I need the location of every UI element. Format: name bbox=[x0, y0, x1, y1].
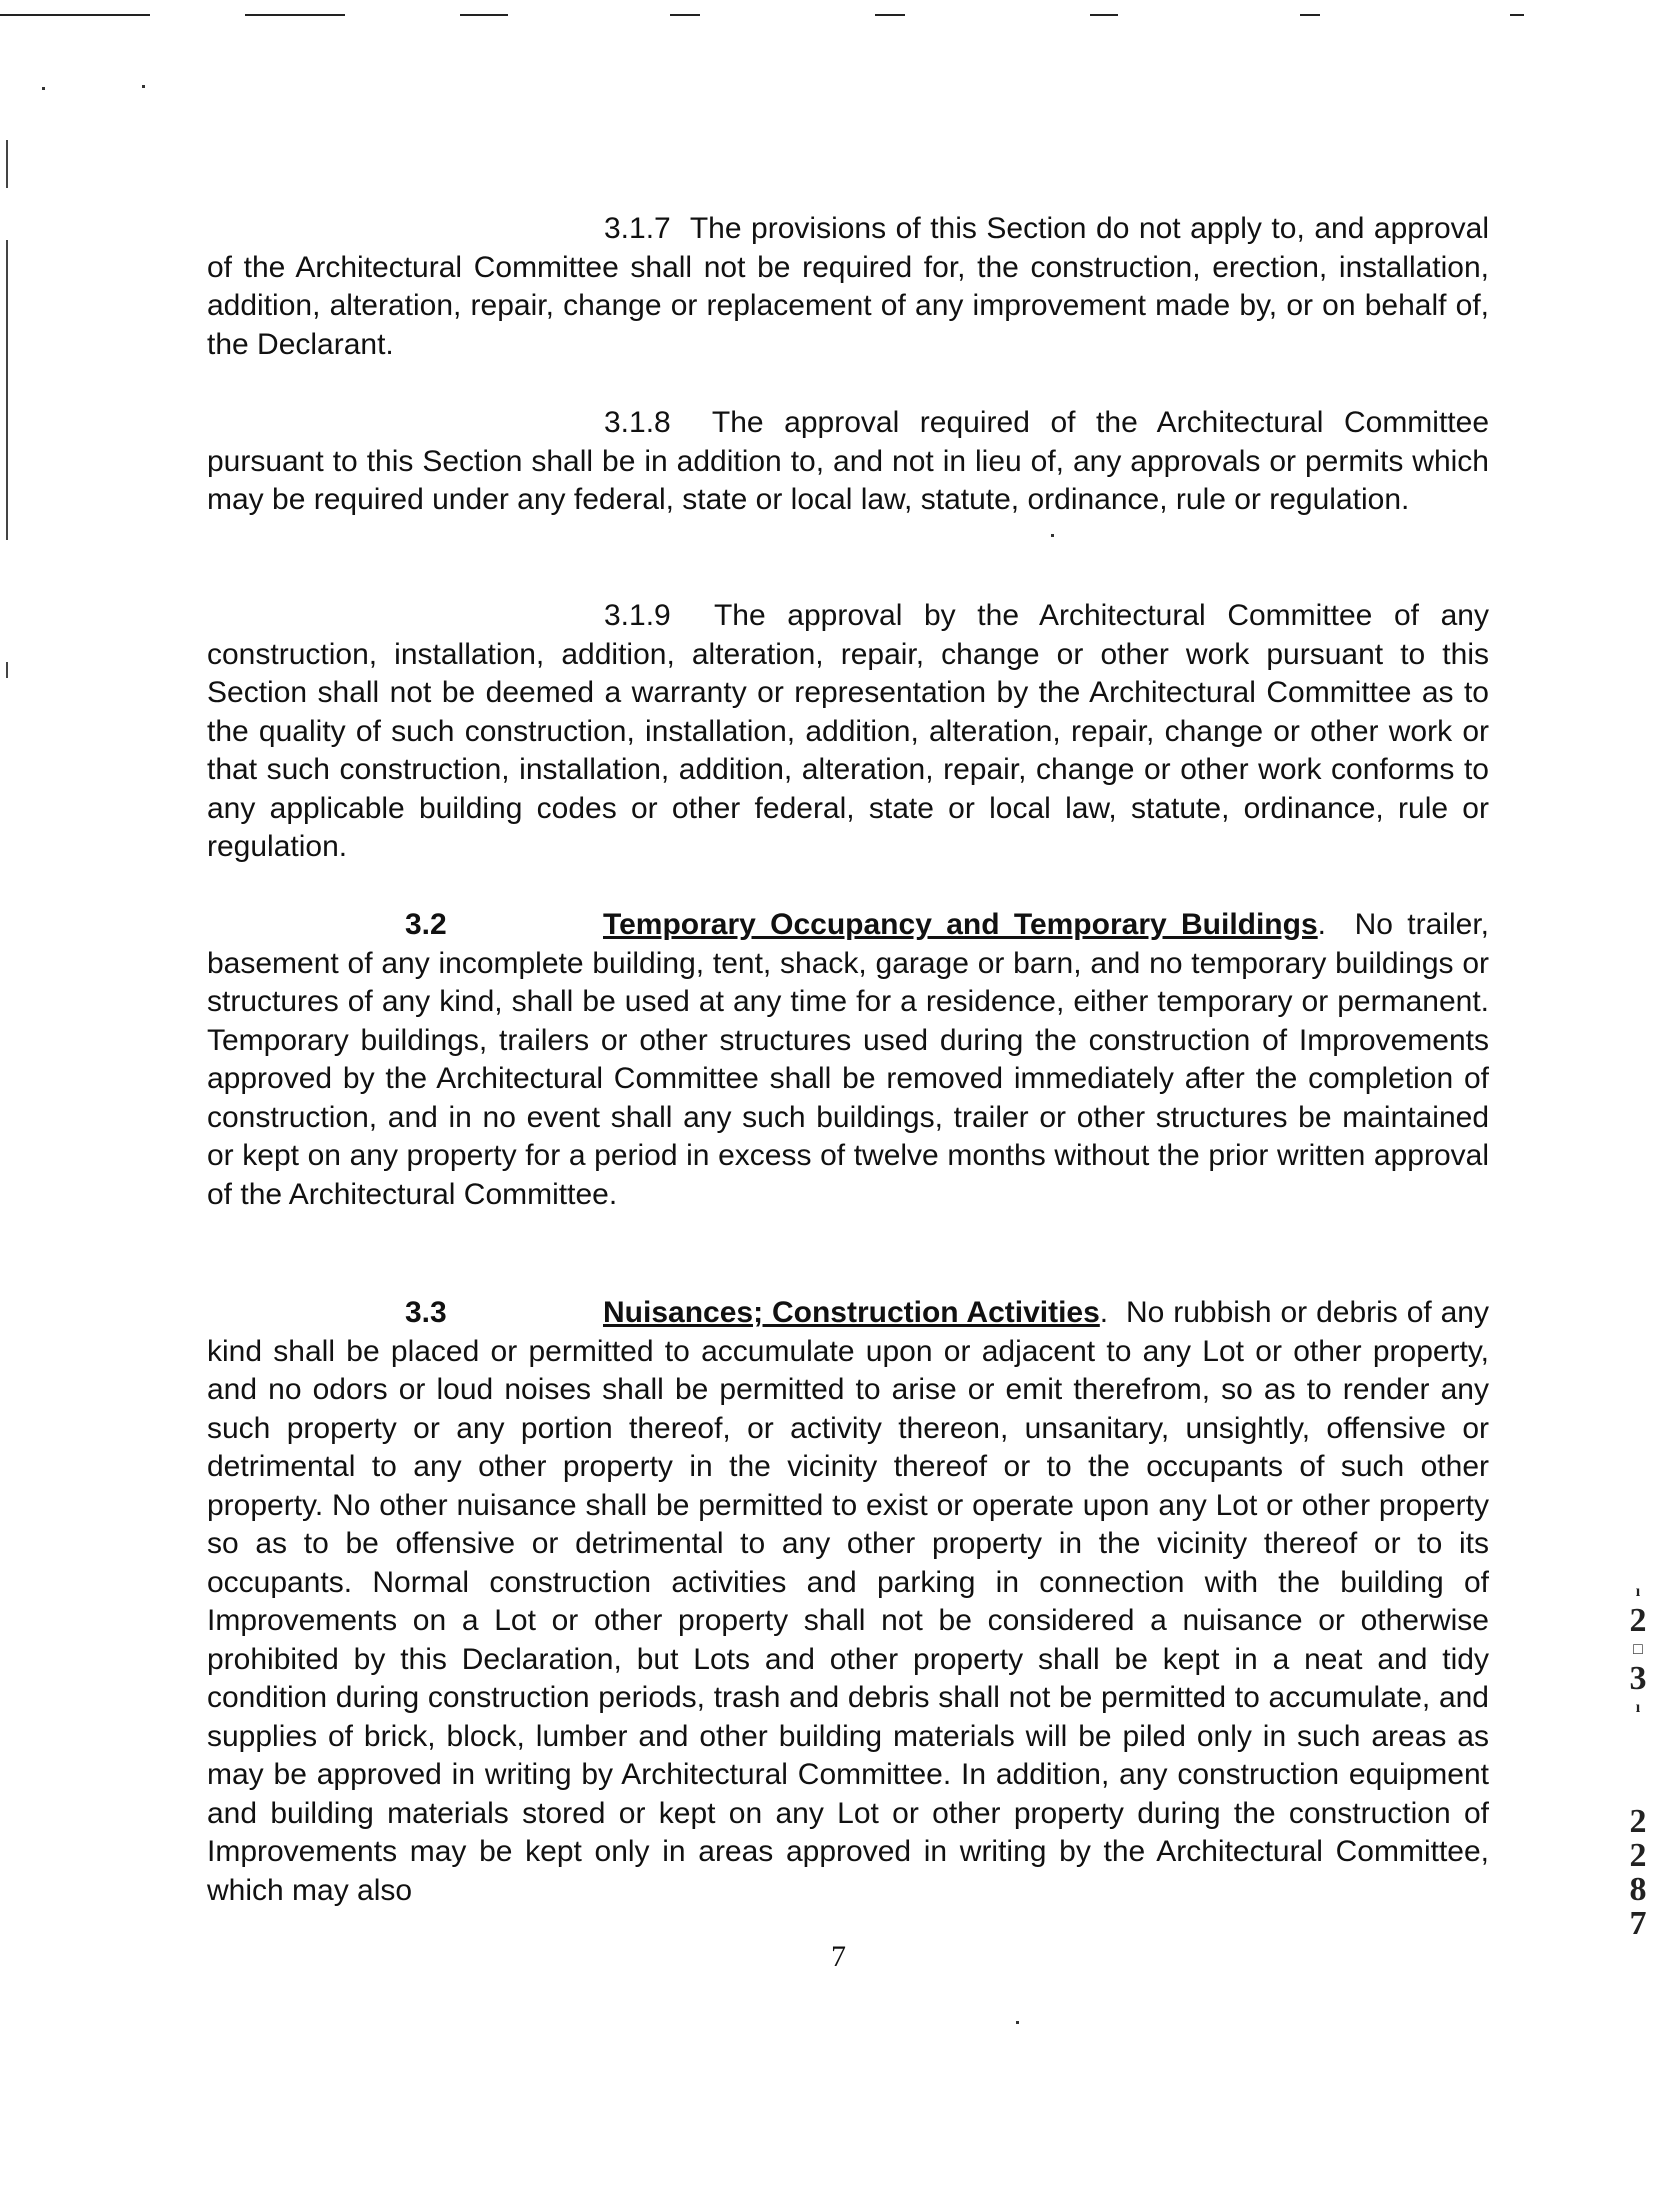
paragraph-3-1-7 bbox=[207, 210, 1489, 364]
recording-stamp-upper bbox=[1618, 1580, 1658, 1720]
scan-mark-3 bbox=[1051, 534, 1054, 537]
scan-rule-4 bbox=[670, 14, 700, 16]
scan-margin-line-2 bbox=[6, 240, 8, 540]
section-number: 3.3 bbox=[405, 1296, 447, 1329]
scan-rule-7 bbox=[1300, 14, 1320, 16]
scan-mark-1 bbox=[42, 87, 45, 90]
section-title: Temporary Occupancy and Temporary Buildings bbox=[603, 908, 1318, 941]
stamp-digit: 3 bbox=[1629, 1660, 1647, 1697]
scan-margin-line-1 bbox=[6, 140, 8, 188]
section-text: No trailer, basement of any incomplete building, tent, shack, garage or barn, and no temporary buildings or structures of any kind, shall be used at any time for a residence, either temporary or permanent. Temporary buildings, trailers or other structures used during the construction of Improvements approved by the Architectural Committee shall be removed immediately after the completion of construction, and in no event shall any such buildings, trailer or other structures be maintained or kept on any property for a period in excess of twelve months without the prior written approval of the Architectural Committee. bbox=[207, 908, 1490, 1211]
scan-rule-5 bbox=[875, 14, 905, 16]
scan-rule-2 bbox=[245, 14, 345, 16]
scan-rule-3 bbox=[460, 14, 508, 16]
recording-stamp-lower bbox=[1618, 1805, 1658, 1941]
stamp-digit: 2 bbox=[1629, 1803, 1647, 1840]
paragraph-number: 3.1.8 bbox=[604, 406, 671, 439]
title-period: . bbox=[1317, 908, 1326, 941]
stamp-mark: ı bbox=[1635, 1583, 1641, 1600]
paragraph-3-1-9 bbox=[207, 597, 1489, 867]
section-3-3 bbox=[207, 1294, 1489, 1910]
section-title: Nuisances; Construction Activities bbox=[603, 1296, 1100, 1329]
scan-mark-2 bbox=[142, 85, 145, 88]
title-period: . bbox=[1099, 1296, 1109, 1329]
scan-rule-6 bbox=[1090, 14, 1118, 16]
scan-rule-8 bbox=[1510, 14, 1524, 16]
paragraph-text: The provisions of this Section do not apply to, and approval of the Architectural Committee shall not be required for, the construction, erection, installation, addition, alteration, repair, change or replacement of any improvement made by, or on behalf of, the Declarant. bbox=[207, 212, 1489, 361]
scan-margin-line-3 bbox=[6, 662, 8, 678]
paragraph-number: 3.1.9 bbox=[604, 599, 671, 632]
stamp-mark: □ bbox=[1633, 1641, 1643, 1658]
stamp-mark: ı bbox=[1635, 1699, 1641, 1716]
paragraph-text: The approval by the Architectural Committee of any construction, installation, addition, alteration, repair, change or other work pursuant to this Section shall not be deemed a warranty or representation by the Architectural Committee as to the quality of such construction, installation, addition, alteration, repair, change or other work or that such construction, installation, addition, alteration, repair, change or other work conforms to any applicable building codes or other federal, state or local law, statute, ordinance, rule or regulation. bbox=[207, 599, 1489, 863]
stamp-digit: 7 bbox=[1629, 1905, 1647, 1942]
scan-mark-4 bbox=[1016, 2021, 1019, 2024]
paragraph-3-1-8 bbox=[207, 404, 1489, 520]
stamp-digit: 2 bbox=[1629, 1602, 1647, 1639]
paragraph-text: The approval required of the Architectural Committee pursuant to this Section shall be in addition to, and not in lieu of, any approvals or permits which may be required under any federal, state or local law, statute, ordinance, rule or regulation. bbox=[207, 406, 1490, 516]
paragraph-number: 3.1.7 bbox=[604, 212, 671, 245]
page-number: 7 bbox=[831, 1940, 846, 1973]
stamp-digit: 8 bbox=[1629, 1871, 1647, 1908]
stamp-digit: 2 bbox=[1629, 1837, 1647, 1874]
section-number: 3.2 bbox=[405, 908, 447, 941]
section-text: No rubbish or debris of any kind shall be placed or permitted to accumulate upon or adjacent to any Lot or other property, and no odors or loud noises shall be permitted to arise or emit therefrom, so as to render any such property or any portion thereof, or activity thereon, unsanitary, unsightly, offensive or detrimental to any other property in the vicinity thereof or to the occupants of such other property. No other nuisance shall be permitted to exist or operate upon any Lot or other property so as to be offensive or detrimental to any other property in the vicinity thereof or to its occupants. Normal construction activities and parking in connection with the building of Improvements on a Lot or other property shall not be considered a nuisance or otherwise prohibited by this Declaration, but Lots and other property shall be kept in a neat and tidy condition during construction periods, trash and debris shall not be permitted to accumulate, and supplies of brick, block, lumber and other building materials will be piled only in such areas as may be approved in writing by Architectural Committee. In addition, any construction equipment and building materials stored or kept on any Lot or other property during the construction of Improvements may be kept only in areas approved in writing by the Architectural Committee, which may also bbox=[207, 1296, 1489, 1907]
section-3-2 bbox=[207, 906, 1489, 1214]
scan-rule-1 bbox=[0, 14, 150, 16]
